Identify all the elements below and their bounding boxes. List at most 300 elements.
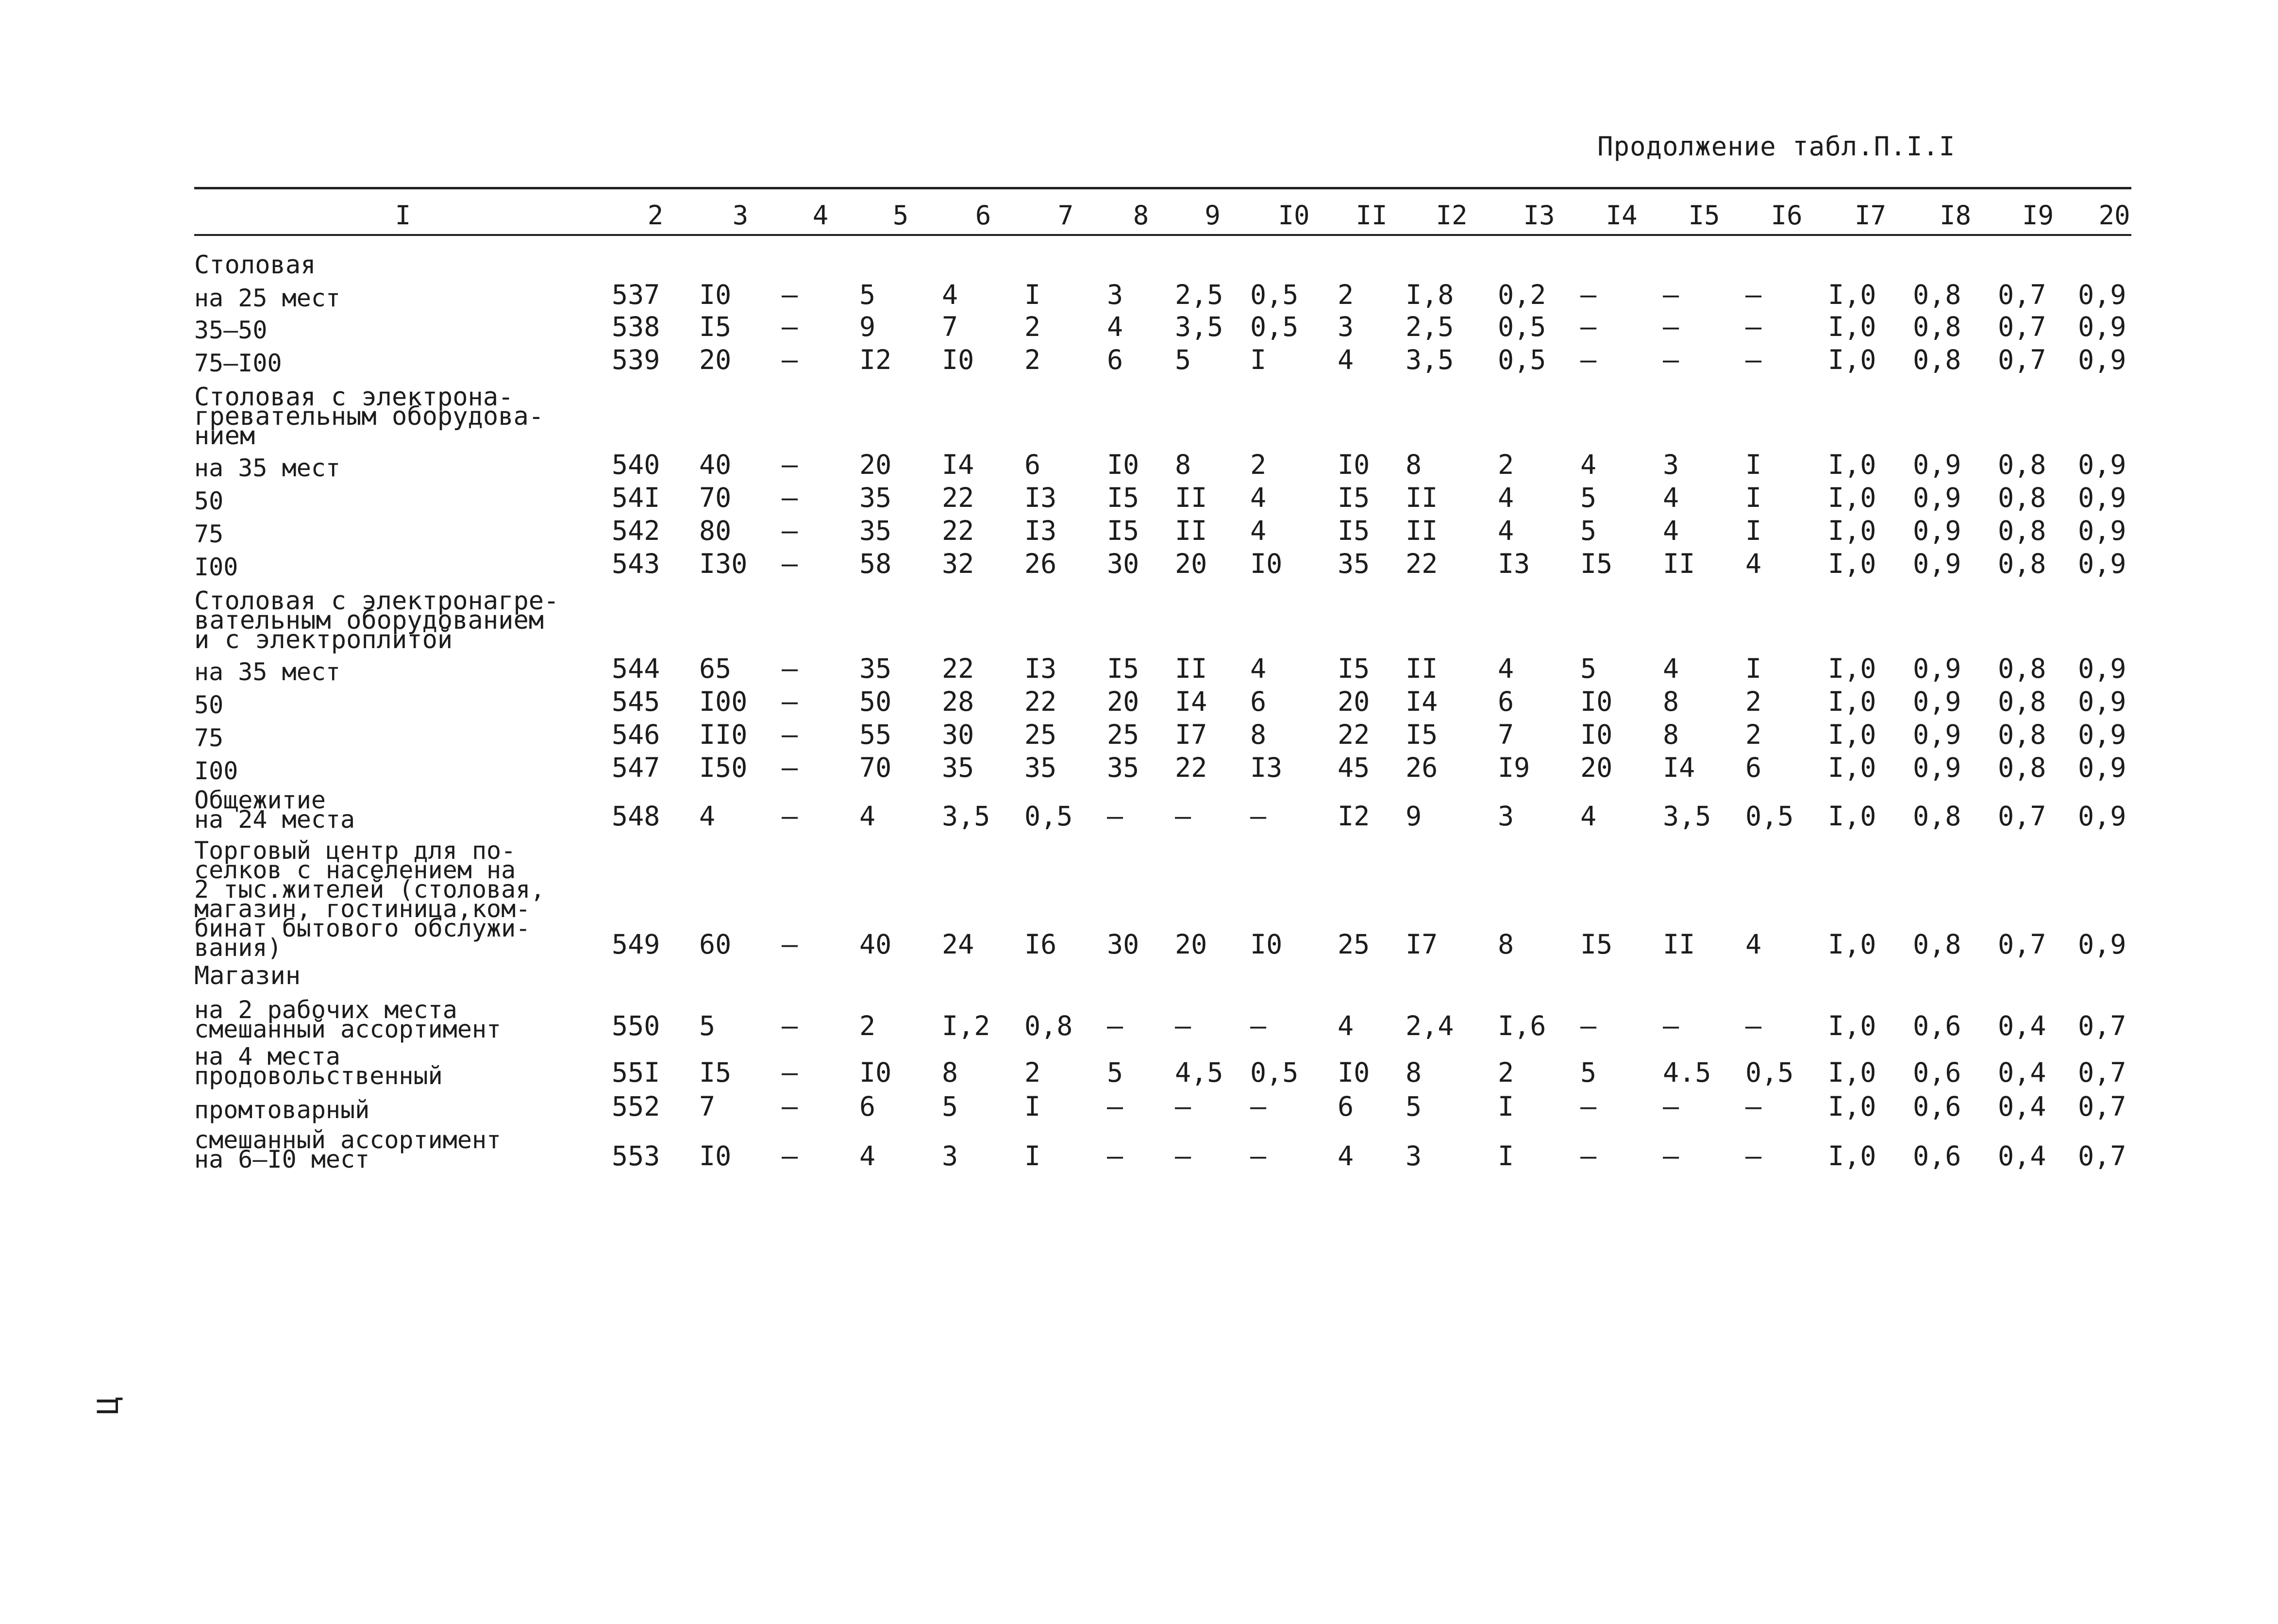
table-cell: 0,7 — [1998, 344, 2046, 375]
row-label: Общежитие на 24 места — [194, 786, 355, 834]
table-cell: – — [782, 686, 798, 717]
table-cell: I — [1745, 482, 1762, 513]
table-cell: I0 — [859, 1057, 892, 1088]
data-table — [194, 187, 2131, 1173]
table-cell: I,0 — [1828, 1010, 1876, 1041]
column-header: 8 — [1133, 200, 1149, 231]
table-cell: 24 — [942, 929, 974, 960]
table-cell: 0,6 — [1913, 1010, 1961, 1041]
column-header: I6 — [1771, 200, 1803, 231]
table-cell: 8 — [1250, 719, 1267, 750]
table-cell: 0,7 — [2078, 1010, 2127, 1041]
table-cell: – — [1663, 279, 1679, 310]
table-row — [194, 1042, 2131, 1090]
table-cell: 0,5 — [1745, 801, 1794, 832]
table-cell: 0,8 — [1913, 929, 1961, 960]
table-cell: 0,9 — [2078, 653, 2127, 684]
table-cell: 4 — [1663, 515, 1679, 546]
table-cell: – — [1580, 279, 1597, 310]
table-cell: 22 — [1406, 548, 1438, 579]
table-cell: 4 — [699, 801, 716, 832]
table-row — [194, 482, 2131, 515]
table-cell: 2 — [1024, 311, 1041, 342]
table-cell: 0,2 — [1498, 279, 1546, 310]
table-cell: I3 — [1498, 548, 1530, 579]
column-header: 2 — [647, 200, 664, 231]
table-cell: 30 — [1107, 548, 1139, 579]
table-cell: 0,8 — [1998, 449, 2046, 480]
table-cell: – — [1580, 311, 1597, 342]
table-cell: I,0 — [1828, 515, 1876, 546]
table-cell: 5 — [1580, 653, 1597, 684]
table-row — [194, 1126, 2131, 1173]
table-cell: 548 — [612, 801, 660, 832]
table-cell: 540 — [612, 449, 660, 480]
table-cell: 546 — [612, 719, 660, 750]
table-cell: – — [782, 1140, 798, 1172]
table-cell: II — [1175, 515, 1207, 546]
table-cell: I0 — [699, 279, 732, 310]
table-cell: 542 — [612, 515, 660, 546]
table-cell: – — [782, 449, 798, 480]
header-row — [194, 200, 2131, 229]
table-cell: 0,9 — [2078, 548, 2127, 579]
table-body — [194, 251, 2131, 1173]
table-cell: 0,9 — [1913, 515, 1961, 546]
table-cell: 0,9 — [2078, 344, 2127, 375]
table-cell: I3 — [1024, 482, 1057, 513]
table-cell: 26 — [1406, 752, 1438, 783]
table-cell: I5 — [1338, 482, 1370, 513]
table-cell: 4 — [1250, 482, 1267, 513]
table-cell: I4 — [1175, 686, 1207, 717]
table-cell: 35 — [859, 653, 892, 684]
table-cell: 0,9 — [1913, 653, 1961, 684]
table-cell: 20 — [1175, 929, 1207, 960]
table-cell: I — [1745, 515, 1762, 546]
column-header: 4 — [812, 200, 829, 231]
row-label: на 35 мест — [194, 454, 341, 482]
table-cell: – — [1250, 1140, 1267, 1172]
table-cell: 50 — [859, 686, 892, 717]
table-cell: 0,7 — [1998, 311, 2046, 342]
table-cell: 0,9 — [2078, 279, 2127, 310]
table-cell: 0,5 — [1250, 279, 1299, 310]
table-cell: 550 — [612, 1010, 660, 1041]
table-cell: 35 — [942, 752, 974, 783]
table-cell: 3 — [942, 1140, 958, 1172]
table-cell: II — [1406, 482, 1438, 513]
table-cell: I0 — [1338, 1057, 1370, 1088]
table-cell: – — [1175, 801, 1191, 832]
table-cell: I50 — [699, 752, 748, 783]
table-cell: I5 — [1338, 653, 1370, 684]
table-cell: 0,8 — [1998, 686, 2046, 717]
table-cell: II — [1663, 548, 1695, 579]
table-cell: 6 — [859, 1091, 876, 1122]
column-header: I7 — [1854, 200, 1887, 231]
table-row — [194, 383, 2131, 451]
table-cell: 3 — [1406, 1140, 1422, 1172]
table-cell: 40 — [859, 929, 892, 960]
table-cell: 5 — [699, 1010, 716, 1041]
table-cell: I — [1498, 1140, 1514, 1172]
column-header: I2 — [1436, 200, 1468, 231]
table-cell: 8 — [942, 1057, 958, 1088]
table-cell: 2 — [1498, 1057, 1514, 1088]
row-label: 75 — [194, 520, 224, 548]
table-cell: 20 — [1338, 686, 1370, 717]
table-cell: II — [1663, 929, 1695, 960]
table-cell: – — [1745, 1091, 1762, 1122]
table-cell: 20 — [1580, 752, 1613, 783]
table-cell: I,0 — [1828, 279, 1876, 310]
table-cell: – — [1580, 1140, 1597, 1172]
table-row — [194, 251, 2131, 280]
table-cell: 2,4 — [1406, 1010, 1454, 1041]
table-caption: Продолжение табл.П.I.I — [1597, 131, 1956, 162]
table-cell: 5 — [1406, 1091, 1422, 1122]
table-cell: I — [1498, 1091, 1514, 1122]
table-cell: – — [782, 801, 798, 832]
table-cell: 0,9 — [2078, 801, 2127, 832]
table-cell: 7 — [1498, 719, 1514, 750]
table-cell: 8 — [1498, 929, 1514, 960]
table-row — [194, 837, 2131, 962]
table-cell: 0,5 — [1024, 801, 1073, 832]
table-cell: 35 — [859, 515, 892, 546]
table-cell: 5 — [942, 1091, 958, 1122]
row-label: на 35 мест — [194, 658, 341, 686]
table-cell: 4 — [859, 801, 876, 832]
table-cell: 0,8 — [1998, 653, 2046, 684]
column-header: 7 — [1057, 200, 1074, 231]
table-row — [194, 1091, 2131, 1124]
table-cell: 544 — [612, 653, 660, 684]
table-cell: 0,8 — [1998, 719, 2046, 750]
table-cell: 3 — [1498, 801, 1514, 832]
table-cell: – — [1580, 344, 1597, 375]
table-cell: 4 — [1745, 548, 1762, 579]
table-cell: 4 — [942, 279, 958, 310]
table-cell: 0,5 — [1498, 311, 1546, 342]
table-cell: I5 — [1580, 548, 1613, 579]
table-cell: II0 — [699, 719, 748, 750]
table-cell: II — [1406, 653, 1438, 684]
table-cell: 22 — [1024, 686, 1057, 717]
column-header: I — [395, 200, 411, 231]
table-cell: – — [782, 752, 798, 783]
table-cell: – — [1175, 1140, 1191, 1172]
table-cell: I — [1745, 653, 1762, 684]
table-cell: 0,9 — [2078, 482, 2127, 513]
table-cell: 2 — [1745, 686, 1762, 717]
table-cell: 2 — [1745, 719, 1762, 750]
table-cell: 32 — [942, 548, 974, 579]
table-cell: I0 — [1338, 449, 1370, 480]
row-label: Столовая — [194, 251, 316, 280]
table-cell: 552 — [612, 1091, 660, 1122]
table-row — [194, 752, 2131, 785]
table-row — [194, 786, 2131, 834]
table-cell: 6 — [1498, 686, 1514, 717]
table-cell: 4 — [1338, 1010, 1354, 1041]
table-cell: 25 — [1024, 719, 1057, 750]
table-cell: 3,5 — [942, 801, 990, 832]
table-cell: 8 — [1406, 1057, 1422, 1088]
table-cell: 4 — [1663, 482, 1679, 513]
table-cell: 0,9 — [2078, 929, 2127, 960]
table-cell: 45 — [1338, 752, 1370, 783]
table-cell: 30 — [942, 719, 974, 750]
table-cell: 0,7 — [2078, 1140, 2127, 1172]
table-cell: 0,6 — [1913, 1091, 1961, 1122]
table-cell: 0,9 — [1913, 482, 1961, 513]
table-cell: 4 — [1338, 344, 1354, 375]
table-cell: I,0 — [1828, 719, 1876, 750]
table-cell: 3,5 — [1406, 344, 1454, 375]
column-header: I4 — [1606, 200, 1638, 231]
table-cell: 3,5 — [1175, 311, 1223, 342]
table-cell: 4 — [1338, 1140, 1354, 1172]
table-cell: I,0 — [1828, 311, 1876, 342]
table-cell: 8 — [1663, 719, 1679, 750]
table-cell: – — [1663, 1010, 1679, 1041]
table-cell: – — [1580, 1091, 1597, 1122]
table-cell: 0,6 — [1913, 1140, 1961, 1172]
table-row — [194, 548, 2131, 581]
table-cell: – — [1745, 1140, 1762, 1172]
table-row — [194, 996, 2131, 1043]
row-label: на 25 мест — [194, 284, 341, 312]
table-cell: 9 — [1406, 801, 1422, 832]
column-header: 3 — [732, 200, 749, 231]
table-cell: I — [1024, 279, 1041, 310]
row-label: I00 — [194, 553, 238, 581]
table-cell: 2 — [1250, 449, 1267, 480]
table-cell: 539 — [612, 344, 660, 375]
table-cell: I2 — [859, 344, 892, 375]
table-cell: 6 — [1107, 344, 1123, 375]
table-cell: 4 — [1745, 929, 1762, 960]
top-rule — [194, 187, 2131, 189]
table-cell: I3 — [1024, 653, 1057, 684]
table-cell: 0,8 — [1913, 279, 1961, 310]
table-cell: – — [1745, 344, 1762, 375]
table-cell: 0,5 — [1250, 1057, 1299, 1088]
table-cell: I,0 — [1828, 653, 1876, 684]
table-cell: 0,5 — [1498, 344, 1546, 375]
table-cell: 0,6 — [1913, 1057, 1961, 1088]
table-cell: 0,8 — [1998, 515, 2046, 546]
table-cell: 538 — [612, 311, 660, 342]
table-cell: I0 — [942, 344, 974, 375]
table-cell: – — [782, 482, 798, 513]
table-cell: 6 — [1745, 752, 1762, 783]
table-cell: 22 — [942, 515, 974, 546]
table-cell: I30 — [699, 548, 748, 579]
table-cell: – — [782, 719, 798, 750]
table-cell: – — [1663, 311, 1679, 342]
table-cell: 0,9 — [2078, 752, 2127, 783]
table-cell: 40 — [699, 449, 732, 480]
table-cell: I7 — [1406, 929, 1438, 960]
table-cell: 20 — [1175, 548, 1207, 579]
header-rule — [194, 234, 2131, 236]
table-cell: I0 — [1580, 686, 1613, 717]
column-header: II — [1356, 200, 1388, 231]
column-header: 6 — [975, 200, 991, 231]
table-cell: 25 — [1107, 719, 1139, 750]
table-cell: 2 — [1024, 344, 1041, 375]
table-cell: I5 — [1406, 719, 1438, 750]
table-row — [194, 449, 2131, 482]
table-cell: I,0 — [1828, 1057, 1876, 1088]
table-cell: I,0 — [1828, 482, 1876, 513]
table-cell: II — [1175, 653, 1207, 684]
table-cell: 0,7 — [2078, 1057, 2127, 1088]
table-cell: I — [1024, 1091, 1041, 1122]
table-cell: I2 — [1338, 801, 1370, 832]
table-cell: 0,9 — [2078, 719, 2127, 750]
table-row — [194, 311, 2131, 344]
table-cell: I0 — [1250, 929, 1283, 960]
table-cell: 4 — [1663, 653, 1679, 684]
table-cell: I,8 — [1406, 279, 1454, 310]
column-header: I5 — [1688, 200, 1720, 231]
table-cell: 3 — [1663, 449, 1679, 480]
table-cell: 547 — [612, 752, 660, 783]
table-cell: – — [1580, 1010, 1597, 1041]
table-row — [194, 279, 2131, 312]
column-header: I9 — [2022, 200, 2054, 231]
table-cell: 2 — [1338, 279, 1354, 310]
table-cell: 58 — [859, 548, 892, 579]
table-cell: I — [1250, 344, 1267, 375]
table-cell: I5 — [1107, 482, 1139, 513]
table-cell: 0,8 — [1913, 311, 1961, 342]
table-cell: 549 — [612, 929, 660, 960]
table-cell: – — [1107, 801, 1123, 832]
table-cell: 0,5 — [1250, 311, 1299, 342]
table-cell: 22 — [1338, 719, 1370, 750]
table-cell: – — [1107, 1091, 1123, 1122]
table-cell: I5 — [699, 311, 732, 342]
table-cell: 9 — [859, 311, 876, 342]
table-cell: 35 — [1338, 548, 1370, 579]
table-cell: 4 — [1498, 653, 1514, 684]
table-cell: 5 — [1107, 1057, 1123, 1088]
column-header: 20 — [2098, 200, 2130, 231]
table-cell: 0,4 — [1998, 1057, 2046, 1088]
table-cell: 0,8 — [1998, 752, 2046, 783]
table-row — [194, 515, 2131, 548]
table-cell: 8 — [1406, 449, 1422, 480]
table-cell: 22 — [942, 653, 974, 684]
row-label: Столовая с электрона- гревательным оборудова- нием — [194, 383, 544, 451]
table-cell: I,0 — [1828, 344, 1876, 375]
row-label: на 4 места продовольственный — [194, 1042, 443, 1090]
table-cell: I0 — [1580, 719, 1613, 750]
table-cell: – — [1175, 1091, 1191, 1122]
table-cell: 8 — [1663, 686, 1679, 717]
table-cell: I5 — [699, 1057, 732, 1088]
table-cell: I,0 — [1828, 752, 1876, 783]
table-row — [194, 719, 2131, 752]
table-cell: I0 — [699, 1140, 732, 1172]
row-label: Столовая с электронагре- вательным оборудованием и с электроплитой — [194, 586, 559, 654]
table-cell: 35 — [1024, 752, 1057, 783]
table-row — [194, 586, 2131, 654]
table-cell: – — [1107, 1140, 1123, 1172]
table-cell: – — [1250, 801, 1267, 832]
table-cell: I,0 — [1828, 801, 1876, 832]
table-cell: 5 — [859, 279, 876, 310]
table-cell: I4 — [1663, 752, 1695, 783]
table-cell: 25 — [1338, 929, 1370, 960]
table-cell: – — [1663, 1140, 1679, 1172]
table-cell: – — [1107, 1010, 1123, 1041]
table-cell: I4 — [942, 449, 974, 480]
table-cell: 80 — [699, 515, 732, 546]
column-header: I0 — [1278, 200, 1310, 231]
table-cell: 0,8 — [1913, 801, 1961, 832]
table-cell: 0,9 — [1913, 686, 1961, 717]
table-cell: 60 — [699, 929, 732, 960]
row-label: 35–50 — [194, 316, 268, 344]
table-cell: 4,5 — [1175, 1057, 1223, 1088]
table-cell: 553 — [612, 1140, 660, 1172]
table-cell: 7 — [942, 311, 958, 342]
table-cell: 5 — [1580, 515, 1597, 546]
table-cell: I,6 — [1498, 1010, 1546, 1041]
table-cell: – — [782, 311, 798, 342]
table-cell: 28 — [942, 686, 974, 717]
table-cell: 4 — [1580, 801, 1597, 832]
table-cell: 0,8 — [1998, 548, 2046, 579]
table-cell: I5 — [1107, 653, 1139, 684]
table-row — [194, 653, 2131, 686]
table-cell: 5 — [1175, 344, 1191, 375]
table-cell: I5 — [1580, 929, 1613, 960]
table-cell: 20 — [699, 344, 732, 375]
table-cell: 0,9 — [1913, 752, 1961, 783]
row-label: 75–I00 — [194, 349, 282, 377]
row-label: на 2 рабочих места смешанный ассортимент — [194, 996, 502, 1043]
table-cell: – — [782, 653, 798, 684]
table-cell: 3,5 — [1663, 801, 1711, 832]
table-cell: 2 — [859, 1010, 876, 1041]
table-cell: 35 — [859, 482, 892, 513]
table-row — [194, 686, 2131, 719]
table-cell: I,2 — [942, 1010, 990, 1041]
table-cell: 70 — [859, 752, 892, 783]
table-cell: I,0 — [1828, 449, 1876, 480]
table-cell: II — [1175, 482, 1207, 513]
table-cell: 0,9 — [1913, 719, 1961, 750]
table-cell: I0 — [1107, 449, 1139, 480]
table-cell: – — [782, 279, 798, 310]
column-header: I3 — [1523, 200, 1555, 231]
table-cell: 0,9 — [2078, 449, 2127, 480]
table-cell: 0,7 — [1998, 801, 2046, 832]
table-cell: I5 — [1107, 515, 1139, 546]
table-cell: 2 — [1498, 449, 1514, 480]
table-cell: 0,9 — [2078, 686, 2127, 717]
table-cell: – — [782, 515, 798, 546]
table-cell: 0,9 — [1913, 548, 1961, 579]
table-cell: I4 — [1406, 686, 1438, 717]
